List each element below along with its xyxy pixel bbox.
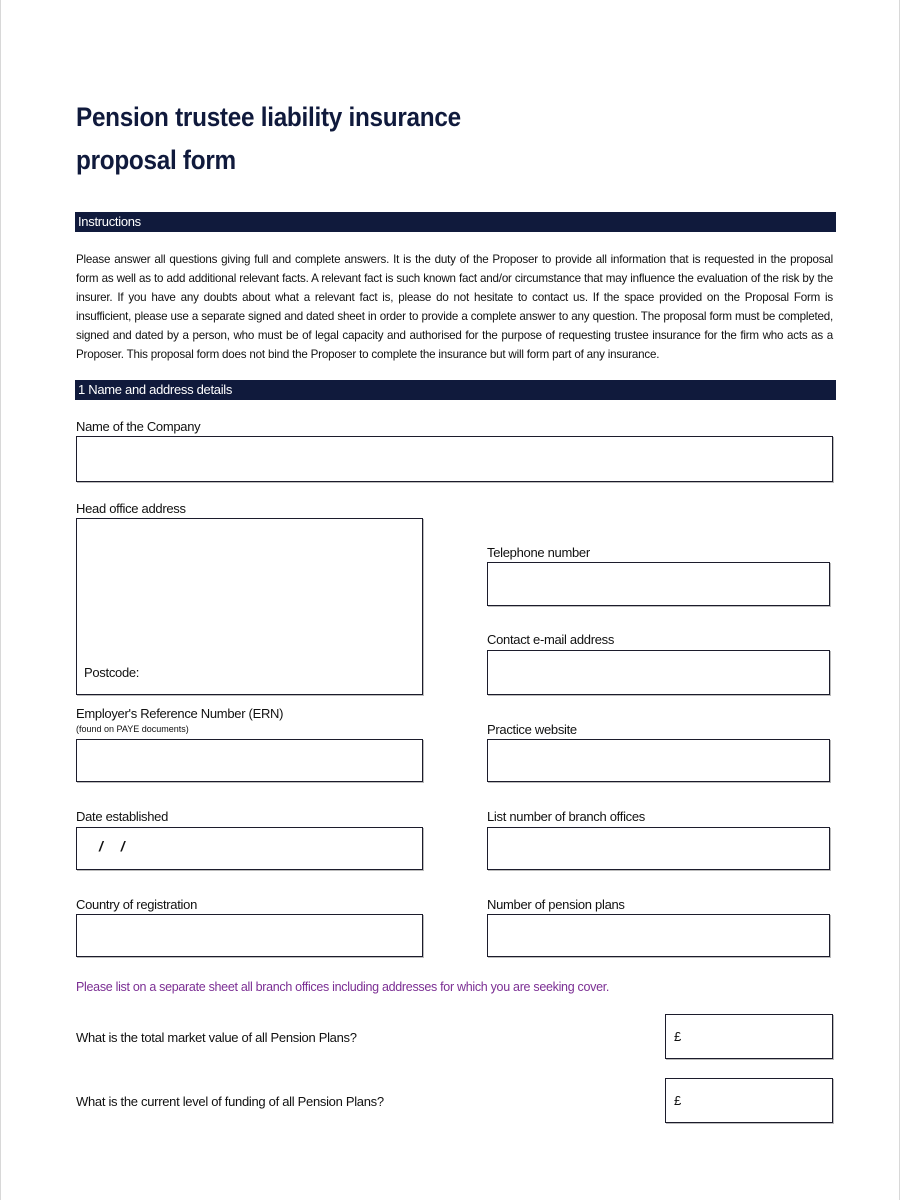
pension-plans-label: Number of pension plans	[487, 897, 625, 912]
title-line-2: proposal form	[76, 145, 236, 175]
head-office-label: Head office address	[76, 501, 186, 516]
website-label: Practice website	[487, 722, 577, 737]
branch-offices-label: List number of branch offices	[487, 809, 645, 824]
country-field[interactable]	[76, 914, 423, 957]
funding-currency: £	[674, 1093, 682, 1108]
page-edge-left	[0, 0, 1, 1200]
email-label: Contact e-mail address	[487, 632, 615, 647]
head-office-field[interactable]	[76, 518, 423, 695]
ern-label: Employer's Reference Number (ERN)	[76, 706, 284, 721]
date-established-field[interactable]	[76, 827, 423, 870]
market-value-currency: £	[674, 1029, 682, 1044]
website-field[interactable]	[487, 739, 830, 782]
instructions-body: Please answer all questions giving full and complete answers. It is the duty of the Proposer to provide all information that is requested in the proposal form as well as to add additional relevant facts. A relevant fact is such known fact and/or circumstance that may influence the evaluation of the risk by the insurer. If you have any doubts about what a relevant fact is, please do not hesitate to contact us. If the space provided on the Proposal Form is insufficient, please use a separate signed and dated sheet in order to provide a complete answer to any question. The proposal form must be completed, signed and dated by a person, who must be of legal capacity and authorised for the purpose of requesting trustee insurance for the firm who acts as a Proposer. This proposal form does not bind the Proposer to complete the insurance but will form part of any insurance.	[76, 253, 833, 361]
instructions-heading: Instructions	[75, 212, 836, 232]
market-value-field[interactable]	[665, 1014, 833, 1059]
date-placeholder: / /	[99, 838, 125, 854]
funding-question: What is the current level of funding of all Pension Plans?	[76, 1094, 384, 1109]
date-established-label: Date established	[76, 809, 169, 824]
country-label: Country of registration	[76, 897, 197, 912]
telephone-label: Telephone number	[487, 545, 590, 560]
title-line-1: Pension trustee liability insurance	[76, 102, 461, 132]
funding-field[interactable]	[665, 1078, 833, 1123]
section1-heading: 1 Name and address details	[75, 380, 836, 400]
email-field[interactable]	[487, 650, 830, 695]
branch-offices-field[interactable]	[487, 827, 830, 870]
pension-plans-field[interactable]	[487, 914, 830, 957]
company-name-label: Name of the Company	[76, 419, 201, 434]
company-name-field[interactable]	[76, 436, 833, 482]
document-title	[76, 96, 461, 182]
ern-note: (found on PAYE documents)	[76, 724, 189, 734]
postcode-label: Postcode:	[84, 665, 140, 680]
ern-field[interactable]	[76, 739, 423, 782]
market-value-question: What is the total market value of all Pension Plans?	[76, 1030, 357, 1045]
branch-note: Please list on a separate sheet all branch offices including addresses for which you are seeking cover.	[76, 980, 610, 994]
telephone-field[interactable]	[487, 562, 830, 606]
